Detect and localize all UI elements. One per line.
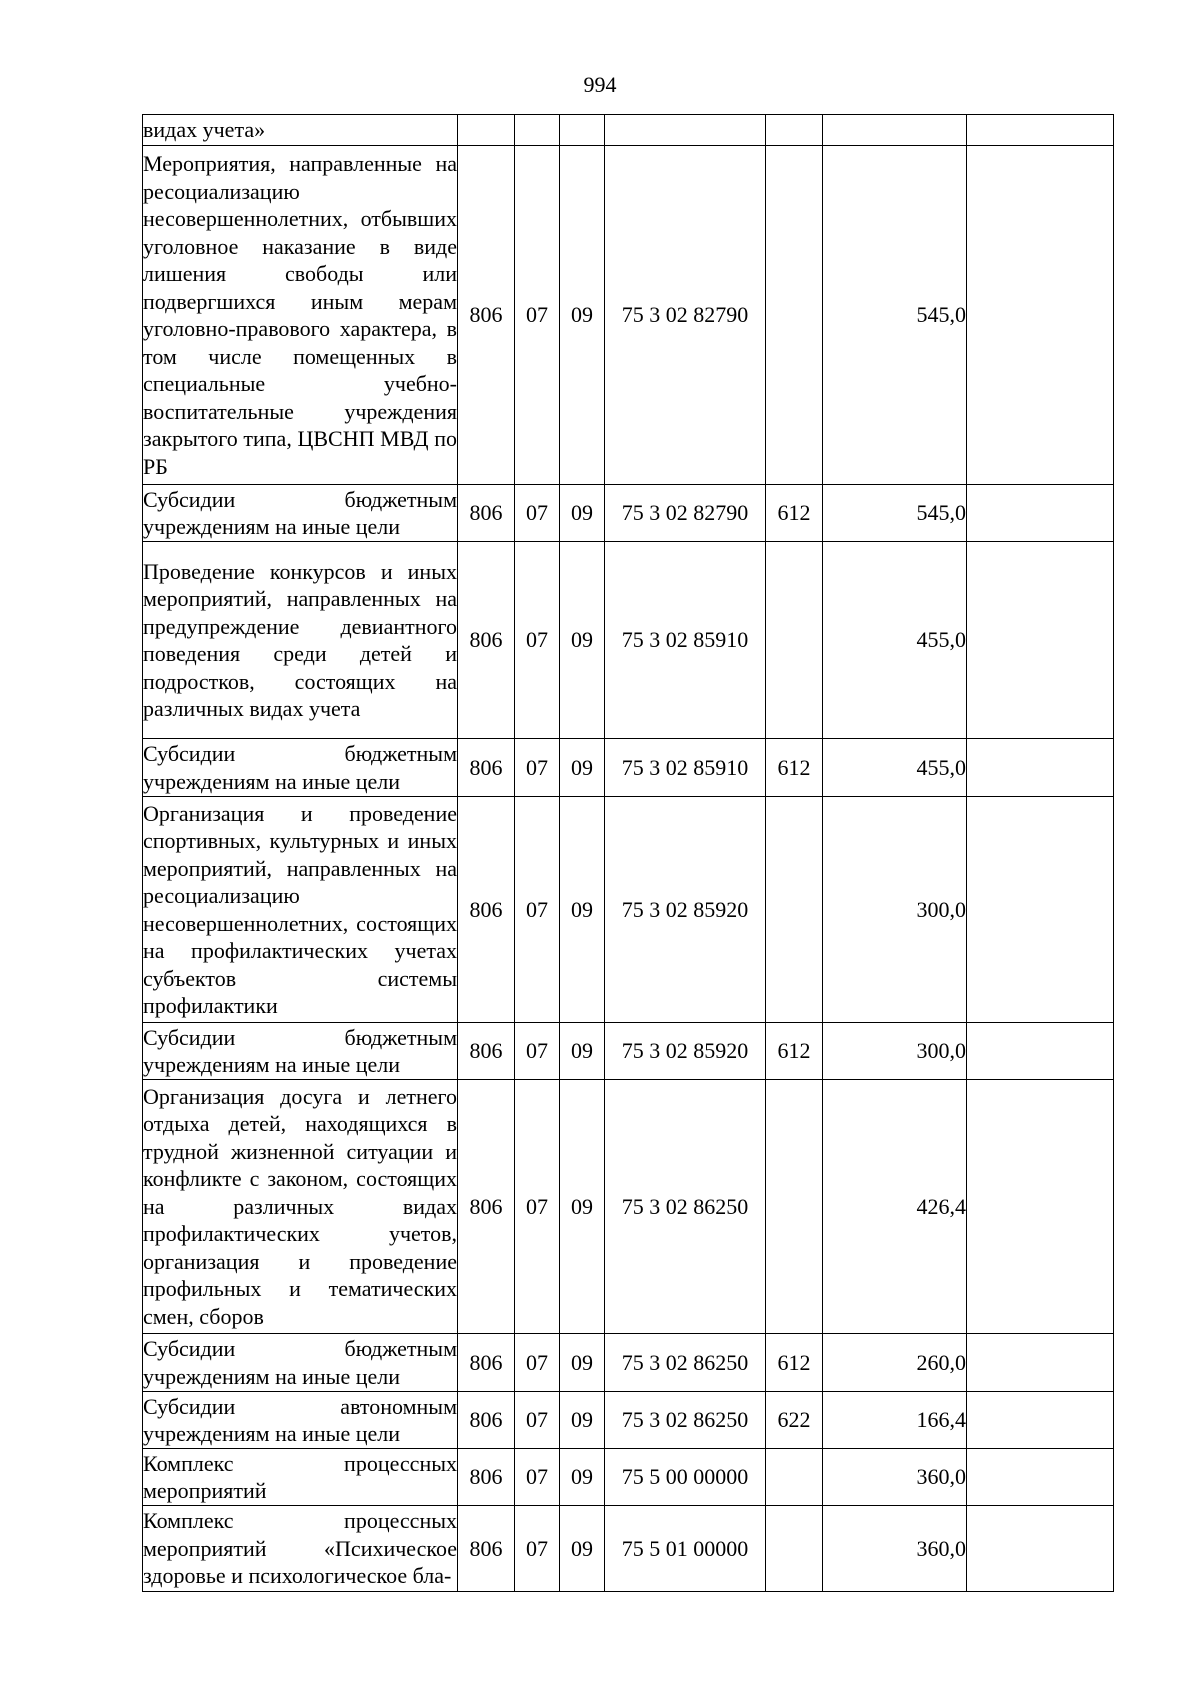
row-name-cell: Субсидии бюджетным учреждениям на иные цели: [143, 485, 458, 542]
table-row: [143, 1506, 1114, 1592]
target-article-cell: 75 3 02 86250: [605, 1080, 766, 1334]
empty-cell: [967, 1334, 1114, 1392]
amount-cell: 360,0: [823, 1506, 967, 1592]
target-article-cell: 75 3 02 82790: [605, 485, 766, 542]
section-code-cell: 07: [515, 1392, 560, 1449]
expense-type-cell: [766, 1080, 823, 1334]
table-row: [143, 1334, 1114, 1392]
target-article-cell: 75 3 02 85910: [605, 739, 766, 797]
table-row: [143, 146, 1114, 485]
amount-cell: 300,0: [823, 1023, 967, 1080]
ved-code-cell: 806: [458, 1023, 515, 1080]
target-article-cell: 75 3 02 85910: [605, 542, 766, 739]
target-article-cell: 75 3 02 82790: [605, 146, 766, 485]
row-name-cell: Субсидии бюджетным учреждениям на иные цели: [143, 739, 458, 797]
expense-type-cell: 612: [766, 1023, 823, 1080]
empty-cell: [967, 1392, 1114, 1449]
table-row: [143, 739, 1114, 797]
subsection-code-cell: 09: [560, 1334, 605, 1392]
section-code-cell: 07: [515, 739, 560, 797]
row-name-cell: Субсидии автономным учреждениям на иные цели: [143, 1392, 458, 1449]
subsection-code-cell: 09: [560, 485, 605, 542]
amount-cell: 426,4: [823, 1080, 967, 1334]
empty-cell: [967, 115, 1114, 146]
expense-type-cell: 612: [766, 739, 823, 797]
expense-type-cell: 612: [766, 1334, 823, 1392]
expense-type-cell: [766, 1506, 823, 1592]
subsection-code-cell: [560, 115, 605, 146]
row-name-cell: Комплекс процессных мероприятий: [143, 1449, 458, 1506]
row-name-cell: Комплекс процессных мероприятий «Психическое здоровье и психологическое бла-: [143, 1506, 458, 1592]
section-code-cell: 07: [515, 1023, 560, 1080]
expense-type-cell: [766, 542, 823, 739]
expense-type-cell: [766, 115, 823, 146]
target-article-cell: 75 5 01 00000: [605, 1506, 766, 1592]
ved-code-cell: 806: [458, 1392, 515, 1449]
section-code-cell: 07: [515, 1080, 560, 1334]
expense-type-cell: [766, 797, 823, 1023]
ved-code-cell: 806: [458, 1449, 515, 1506]
subsection-code-cell: 09: [560, 797, 605, 1023]
ved-code-cell: 806: [458, 542, 515, 739]
table-row: [143, 1023, 1114, 1080]
section-code-cell: 07: [515, 1506, 560, 1592]
ved-code-cell: 806: [458, 1334, 515, 1392]
expense-type-cell: [766, 1449, 823, 1506]
section-code-cell: 07: [515, 146, 560, 485]
empty-cell: [967, 797, 1114, 1023]
expense-type-cell: 612: [766, 485, 823, 542]
target-article-cell: 75 3 02 86250: [605, 1392, 766, 1449]
row-name-cell: Организация и проведение спортивных, культурных и иных мероприятий, направленных на ресоциализацию несовершеннолетних, состоящих на профилактических учетах субъектов системы профилактики: [143, 797, 458, 1023]
amount-cell: 360,0: [823, 1449, 967, 1506]
amount-cell: 166,4: [823, 1392, 967, 1449]
expense-type-cell: 622: [766, 1392, 823, 1449]
empty-cell: [967, 1506, 1114, 1592]
empty-cell: [967, 1449, 1114, 1506]
empty-cell: [967, 542, 1114, 739]
expense-type-cell: [766, 146, 823, 485]
row-name-cell: видах учета»: [143, 115, 458, 146]
section-code-cell: 07: [515, 542, 560, 739]
amount-cell: 300,0: [823, 797, 967, 1023]
subsection-code-cell: 09: [560, 1023, 605, 1080]
subsection-code-cell: 09: [560, 1449, 605, 1506]
ved-code-cell: 806: [458, 1080, 515, 1334]
section-code-cell: [515, 115, 560, 146]
amount-cell: [823, 115, 967, 146]
ved-code-cell: [458, 115, 515, 146]
amount-cell: 260,0: [823, 1334, 967, 1392]
subsection-code-cell: 09: [560, 1506, 605, 1592]
empty-cell: [967, 739, 1114, 797]
table-row: [143, 797, 1114, 1023]
ved-code-cell: 806: [458, 146, 515, 485]
subsection-code-cell: 09: [560, 1392, 605, 1449]
table-row: [143, 542, 1114, 739]
table-row: [143, 1392, 1114, 1449]
target-article-cell: 75 3 02 85920: [605, 1023, 766, 1080]
table-row: [143, 1080, 1114, 1334]
ved-code-cell: 806: [458, 1506, 515, 1592]
subsection-code-cell: 09: [560, 739, 605, 797]
target-article-cell: 75 3 02 86250: [605, 1334, 766, 1392]
ved-code-cell: 806: [458, 739, 515, 797]
target-article-cell: 75 5 00 00000: [605, 1449, 766, 1506]
subsection-code-cell: 09: [560, 146, 605, 485]
amount-cell: 455,0: [823, 542, 967, 739]
table-row: [143, 485, 1114, 542]
empty-cell: [967, 146, 1114, 485]
section-code-cell: 07: [515, 1449, 560, 1506]
table-row: [143, 1449, 1114, 1506]
subsection-code-cell: 09: [560, 542, 605, 739]
page-number: 994: [583, 72, 617, 97]
row-name-cell: Субсидии бюджетным учреждениям на иные цели: [143, 1334, 458, 1392]
amount-cell: 545,0: [823, 146, 967, 485]
section-code-cell: 07: [515, 797, 560, 1023]
section-code-cell: 07: [515, 485, 560, 542]
table-row: [143, 115, 1114, 146]
row-name-cell: Организация досуга и летнего отдыха детей, находящихся в трудной жизненной ситуации и конфликте с законом, состоящих на различных видах профилактических учетов, организация и проведение профильных и тематических смен, сборов: [143, 1080, 458, 1334]
ved-code-cell: 806: [458, 485, 515, 542]
table-body: [143, 115, 1114, 1592]
target-article-cell: [605, 115, 766, 146]
amount-cell: 455,0: [823, 739, 967, 797]
amount-cell: 545,0: [823, 485, 967, 542]
row-name-cell: Субсидии бюджетным учреждениям на иные цели: [143, 1023, 458, 1080]
row-name-cell: Мероприятия, направленные на ресоциализацию несовершеннолетних, отбывших уголовное наказание в виде лишения свободы или подвергшихся иным мерам уголовно-правового характера, в том числе помещенных в специальные учебно-воспитательные учреждения закрытого типа, ЦВСНП МВД по РБ: [143, 146, 458, 485]
section-code-cell: 07: [515, 1334, 560, 1392]
empty-cell: [967, 485, 1114, 542]
target-article-cell: 75 3 02 85920: [605, 797, 766, 1023]
row-name-cell: Проведение конкурсов и иных мероприятий, направленных на предупреждение девиантного поведения среди детей и подростков, состоящих на различных видах учета: [143, 542, 458, 739]
subsection-code-cell: 09: [560, 1080, 605, 1334]
ved-code-cell: 806: [458, 797, 515, 1023]
empty-cell: [967, 1080, 1114, 1334]
empty-cell: [967, 1023, 1114, 1080]
budget-table: [142, 114, 1114, 1592]
